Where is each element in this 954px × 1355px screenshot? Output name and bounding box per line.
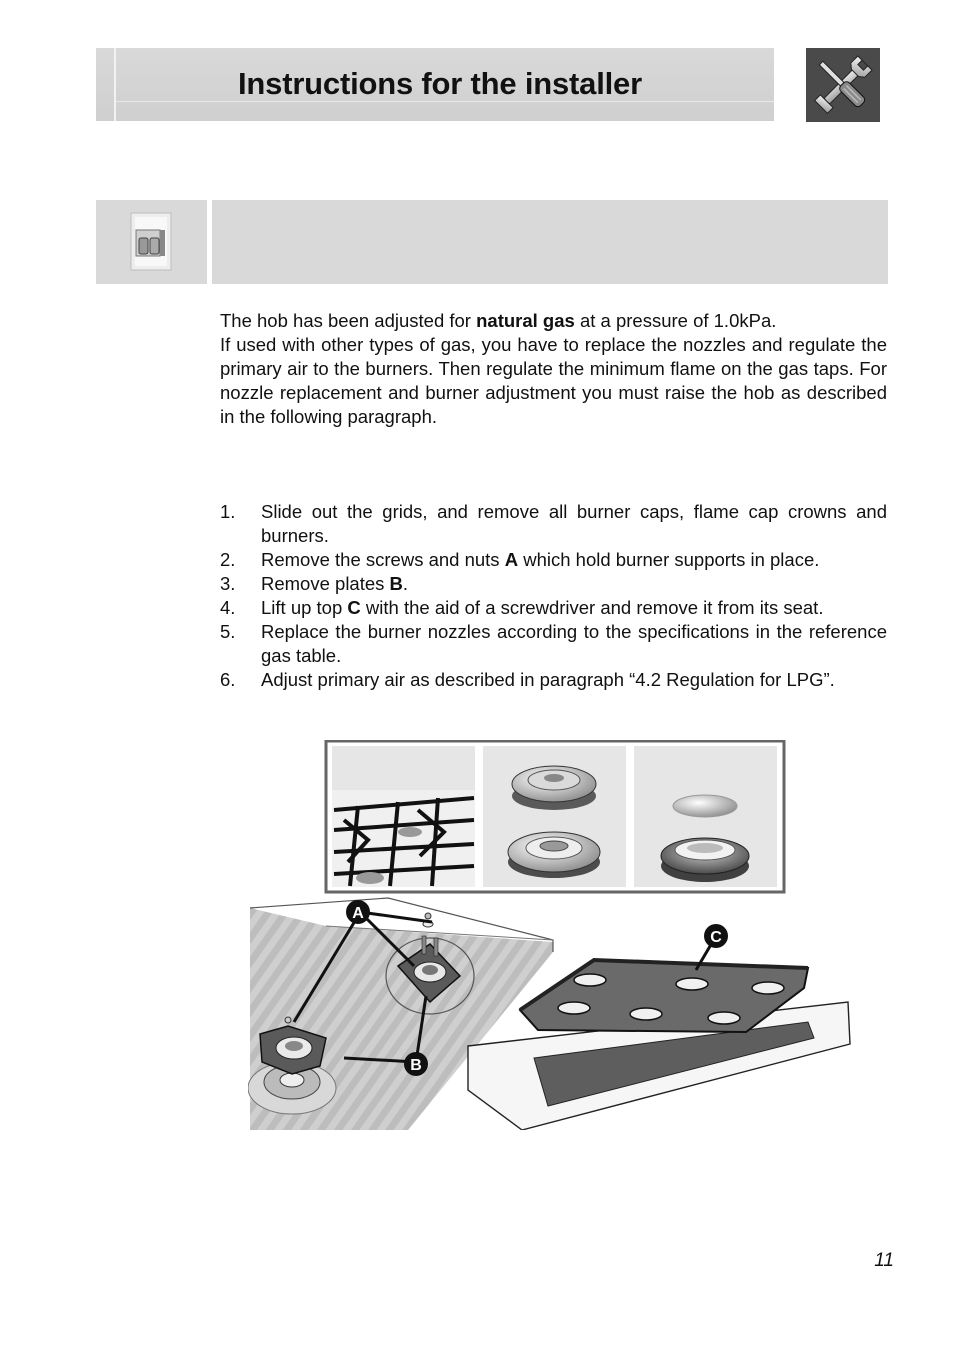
wrench-screwdriver-icon	[806, 48, 880, 122]
intro-text	[220, 309, 887, 429]
intro-paragraph: If used with other types of gas, you have to replace the nozzles and regulate the primary air to the burners. Then regulate the minimum flame on the gas taps. For nozzle replacement and burner adjustment you must raise the hob as described in the following paragraph.	[220, 334, 887, 427]
step-number: 2.	[220, 549, 236, 570]
callout-b	[404, 1052, 428, 1076]
step-text: which hold burner supports in place.	[518, 549, 820, 570]
step-text: Replace the burner nozzles according to the specifications in the reference gas table.	[261, 621, 887, 666]
step-number: 6.	[220, 669, 236, 690]
step-item	[220, 620, 887, 668]
hob-disassembly-figure	[248, 740, 860, 1130]
step-bold: C	[347, 597, 361, 618]
section-icon-box	[96, 200, 207, 284]
callout-c	[704, 924, 728, 948]
step-text: Lift up top	[261, 597, 348, 618]
steps-list	[220, 500, 887, 692]
gas-tap-icon	[96, 200, 207, 284]
step-text: with the aid of a screwdriver and remove it from its seat.	[360, 597, 824, 618]
section-heading-band	[212, 200, 888, 284]
intro-first-line	[220, 309, 887, 333]
step-text: .	[402, 573, 409, 594]
intro-text-part: at a pressure of 1.0kPa.	[574, 310, 777, 331]
step-text: Adjust primary air as described in paragraph “4.2 Regulation for LPG”.	[261, 669, 835, 690]
step-number: 5.	[220, 621, 236, 642]
step-number: 3.	[220, 573, 236, 594]
step-number: 1.	[220, 501, 236, 522]
step-item	[220, 596, 887, 620]
label-b: B	[410, 1057, 422, 1074]
step-item	[220, 500, 887, 548]
callout-a	[346, 900, 370, 924]
step-item	[220, 548, 887, 572]
intro-text-part: The hob has been adjusted for	[220, 310, 477, 331]
inset-panels	[326, 741, 784, 892]
step-bold: A	[504, 549, 519, 570]
page-title: Instructions for the installer	[238, 66, 642, 101]
intro-bold-term: natural gas	[476, 310, 575, 331]
step-text: Slide out the grids, and remove all burner caps, flame cap crowns and burners.	[261, 501, 887, 546]
step-text: Remove the screws and nuts	[261, 549, 505, 570]
header-band	[96, 48, 774, 121]
label-c: C	[710, 929, 722, 946]
label-a: A	[352, 905, 364, 922]
step-item	[220, 668, 887, 692]
step-bold: B	[389, 573, 403, 594]
step-item	[220, 572, 887, 596]
step-number: 4.	[220, 597, 236, 618]
page-number: 11	[874, 1250, 894, 1271]
step-text: Remove plates	[261, 573, 390, 594]
